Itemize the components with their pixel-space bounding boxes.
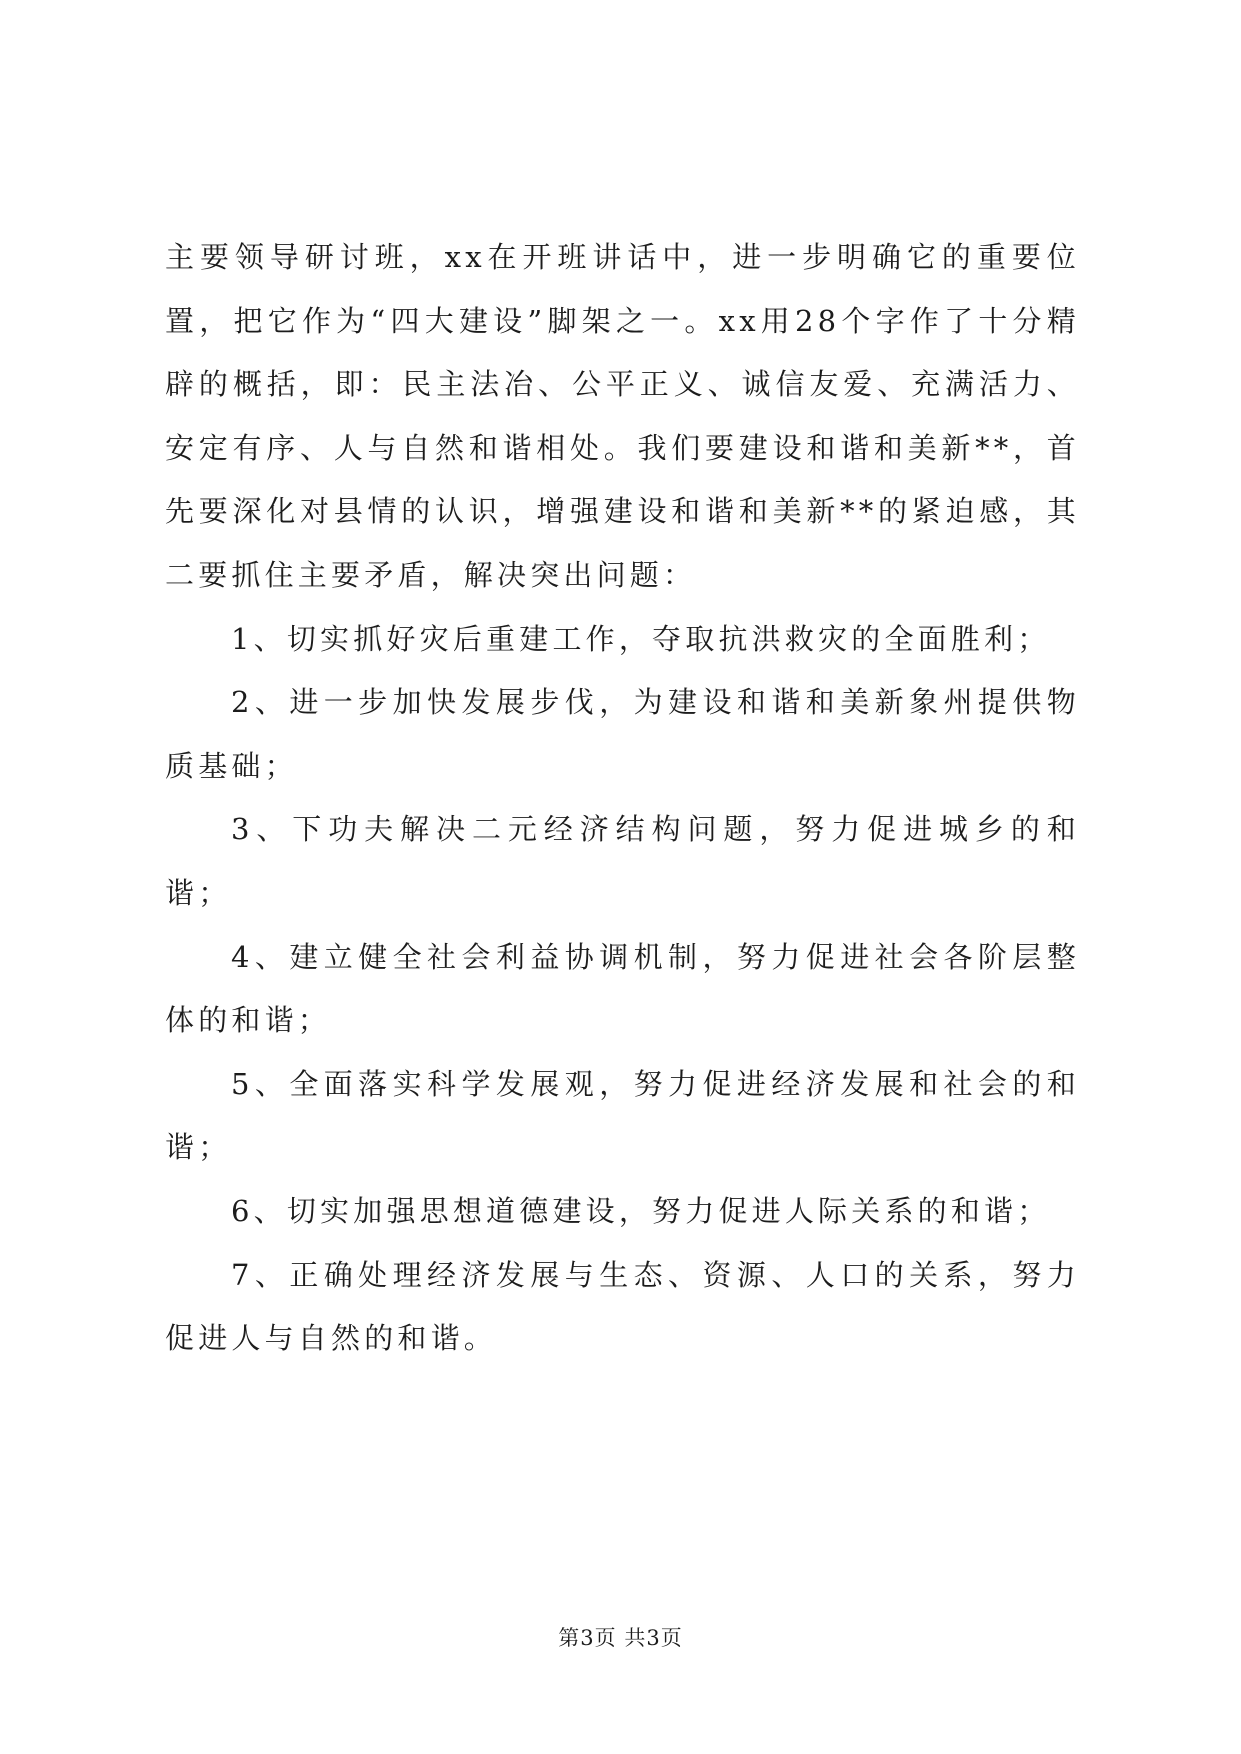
list-item-7: 7、正确处理经济发展与生态、资源、人口的关系，努力促进人与自然的和谐。 — [165, 1257, 1080, 1356]
list-item-6: 6、切实加强思想道德建设，努力促进人际关系的和谐； — [231, 1193, 1051, 1228]
list-item-4: 4、建立健全社会利益协调机制，努力促进社会各阶层整体的和谐； — [165, 939, 1080, 1038]
list-item-2: 2、进一步加快发展步伐，为建设和谐和美新象州提供物质基础； — [165, 685, 1080, 783]
document-body — [165, 226, 1080, 1371]
page-number-footer: 第3页 共3页 — [558, 1626, 683, 1650]
list-item-3: 3、下功夫解决二元经济结构问题，努力促进城乡的和谐； — [165, 812, 1080, 910]
paragraph-intro: 主要领导研讨班，xx在开班讲话中，进一步明确它的重要位置，把它作为“四大建设”脚架之一。xx用28个字作了十分精辟的概括，即：民主法冶、公平正义、诚信友爱、充满活力、安定有序、人与自然和谐相处。我们要建设和谐和美新**，首先要深化对县情的认识，增强建设和谐和美新**的紧迫感，其二要抓住主要矛盾，解决突出问题： — [165, 240, 1080, 592]
list-item-1: 1、切实抓好灾后重建工作，夺取抗洪救灾的全面胜利； — [231, 621, 1051, 656]
list-item-5: 5、全面落实科学发展观，努力促进经济发展和社会的和谐； — [165, 1066, 1080, 1165]
